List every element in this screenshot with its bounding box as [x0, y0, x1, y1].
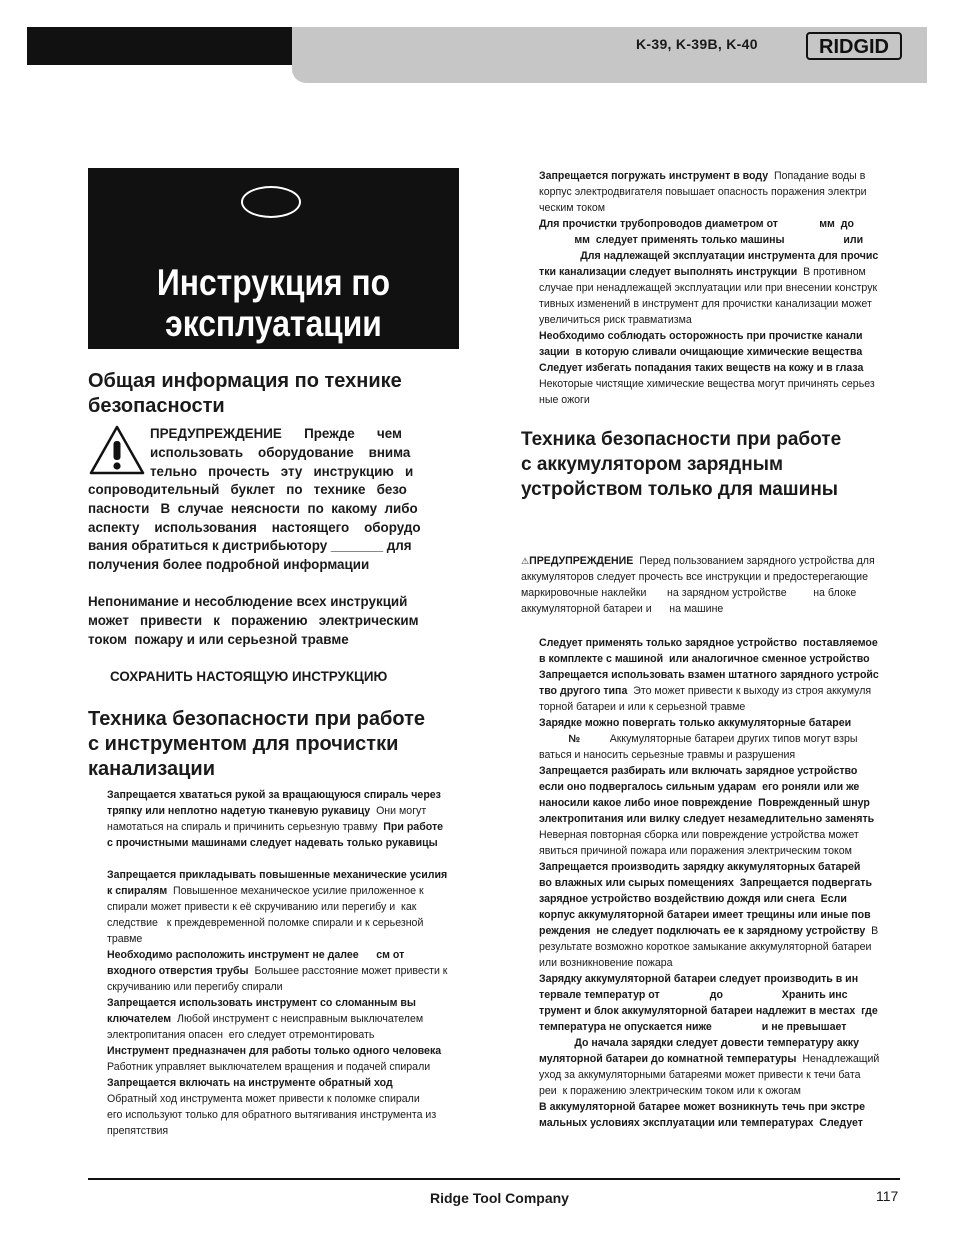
text-line — [107, 1027, 462, 1043]
warning-text-continued — [88, 481, 459, 575]
text-run: Запрещается использовать взамен штатного зарядного устройс — [539, 669, 879, 681]
text-run: случае при ненадлежащей эксплуатации или при внесении конструк — [539, 282, 878, 294]
text-line — [539, 264, 901, 280]
text-run: корпус электродвигателя повышает опасность поражения электри — [539, 186, 867, 198]
text-line — [107, 931, 462, 947]
text-line — [107, 899, 462, 915]
text-run: намотаться на спираль и причинить серьезную травму — [107, 821, 384, 833]
text-run: ваться и наносить серьезные травмы и разрушения — [539, 749, 796, 761]
text-run: трумент и блок аккумуляторной батареи надлежит в местах где — [539, 1005, 878, 1017]
text-line — [107, 787, 462, 803]
model-numbers: K-39, K-39B, K-40 — [636, 36, 758, 52]
page-title-line2: эксплуатации — [165, 303, 382, 344]
text-line — [539, 763, 901, 779]
text-run: Работник управляет выключателем вращения и подачей спирали — [107, 1061, 431, 1073]
text-line — [539, 1051, 901, 1067]
text-run: Обратный ход инструмента может привести к поломке спирали — [107, 1093, 420, 1105]
heading-line: с инструментом для прочистки — [88, 733, 399, 755]
text-line — [107, 995, 462, 1011]
text-line — [539, 987, 901, 1003]
text-line — [539, 184, 901, 200]
text-run: ческим током — [539, 202, 606, 214]
heading-line: Техника безопасности при работе — [88, 708, 426, 730]
text-run: следствие к преждевременной поломке спирали и к серьезной — [107, 917, 424, 929]
text-line — [539, 971, 901, 987]
text-run: результате возможно короткое замыкание аккумуляторной батареи — [539, 941, 872, 953]
heading-line: безопасности — [88, 395, 225, 417]
text-run: Это может привести к выходу из строя аккумуля — [630, 685, 872, 697]
text-run: В аккумуляторной батарее может возникнуть течь при экстре — [539, 1101, 865, 1113]
text-line — [539, 376, 901, 392]
text-line — [539, 328, 901, 344]
text-line — [521, 569, 893, 585]
text-run: тивных изменений в инструмент для прочистки канализации может — [539, 298, 872, 310]
text-line — [539, 651, 901, 667]
text-line — [539, 1019, 901, 1035]
text-run: реи к поражению электрическим током или к ожогам — [539, 1085, 801, 1097]
page-title-line1: Инструкция по — [156, 262, 391, 303]
text-line — [539, 392, 901, 408]
text-run: При работе — [383, 821, 444, 833]
text-run: с прочистными машинами следует надевать только рукавицы — [107, 837, 438, 849]
text-run: ключателем — [107, 1013, 175, 1025]
text-run: В — [868, 925, 879, 937]
language-oval-badge — [241, 186, 301, 218]
text-line — [539, 859, 901, 875]
text-line — [539, 955, 901, 971]
text-line — [107, 883, 462, 899]
text-run: Запрещается включать на инструменте обратный ход — [107, 1077, 393, 1089]
text-line: получения более подробной информации — [88, 557, 370, 573]
text-line — [107, 1107, 462, 1123]
text-run — [107, 853, 110, 865]
text-run: скручиванию или перегибу спирали — [107, 981, 283, 993]
text-run: Попадание воды в — [771, 170, 866, 182]
text-run: мм следует применять только машины или — [539, 234, 864, 246]
text-run: Следует избегать попадания таких веществ на кожу и в глаза — [539, 362, 864, 374]
text-line — [107, 851, 462, 867]
text-run: Перед пользованием зарядного устройства для — [636, 555, 875, 567]
text-line: ПРЕДУПРЕЖДЕНИЕ Прежде чем — [150, 426, 402, 441]
text-run: № — [539, 733, 610, 745]
header-gray-tab — [292, 65, 927, 83]
text-run: Запрещается производить зарядку аккумуляторных батарей — [539, 861, 861, 873]
heading-line: с аккумулятором зарядным — [521, 454, 784, 475]
text-line — [107, 1123, 462, 1139]
text-run: ные ожоги — [539, 394, 590, 406]
text-run: Они могут — [373, 805, 427, 817]
page-title — [114, 262, 433, 344]
text-run: во влажных или сырых помещениях Запрещается подвергать — [539, 877, 872, 889]
warning-triangle-icon — [88, 424, 146, 476]
text-run: мальных условиях эксплуатации или температурах Следует — [539, 1117, 863, 1129]
text-run: ПРЕДУПРЕЖДЕНИЕ — [529, 555, 637, 567]
section-general-safety-heading — [88, 369, 402, 419]
text-line — [539, 907, 901, 923]
warning-triangle-icon: ⚠ — [521, 556, 530, 566]
heading-line: Техника безопасности при работе — [521, 429, 842, 450]
text-run: если оно подвергалось сильным ударам его роняли или же — [539, 781, 860, 793]
text-run: Для прочистки трубопроводов диаметром от мм до — [539, 218, 854, 230]
text-run: электропитания или вилку следует незамедлительно заменять — [539, 813, 875, 825]
text-line: может привести к поражению электрическим — [88, 612, 419, 628]
text-line — [539, 168, 901, 184]
heading-line: канализации — [88, 758, 216, 780]
text-line — [107, 915, 462, 931]
text-line — [539, 843, 901, 859]
text-run: Аккумуляторные батареи других типов могут взры — [609, 733, 858, 745]
text-run: Неверная повторная сборка или повреждение устройства может — [539, 829, 859, 841]
save-instructions-note: СОХРАНИТЬ НАСТОЯЩУЮ ИНСТРУКЦИЮ — [110, 669, 388, 684]
text-line: использовать оборудование внима — [150, 444, 411, 460]
text-run: зарядное устройство воздействию дождя или снега Если — [539, 893, 847, 905]
text-line — [539, 891, 901, 907]
text-line — [539, 667, 901, 683]
text-run: увеличиться риск травматизма — [539, 314, 692, 326]
text-line — [107, 867, 462, 883]
text-run: маркировочные наклейки на зарядном устройстве на блоке — [521, 587, 857, 599]
text-line — [539, 1099, 901, 1115]
text-run: травме — [107, 933, 143, 945]
text-run: Зарядке можно повергать только аккумуляторные батареи — [539, 717, 852, 729]
text-line — [539, 296, 901, 312]
section-drain-tool-heading — [88, 707, 425, 782]
ridgid-logo — [806, 32, 902, 60]
text-run: наносили какое либо иное повреждение Поврежденный шнур — [539, 797, 870, 809]
text-run: реждения не следует подключать ее к зарядному устройству — [539, 925, 869, 937]
text-run: В противном — [800, 266, 866, 278]
text-line: током пожару и или серьезной травме — [88, 631, 349, 647]
text-line — [539, 827, 901, 843]
text-run: аккумуляторов следует прочесть все инструкции и предостерегающие — [521, 571, 868, 583]
text-run: корпус аккумуляторной батареи имеет трещины или иные пов — [539, 909, 871, 921]
charger-warning — [521, 553, 893, 617]
text-line: аспекту использования настоящего оборудо — [88, 519, 421, 535]
text-line — [539, 795, 901, 811]
brand-text: RIDGID — [819, 36, 889, 58]
footer-rule — [88, 1178, 900, 1180]
noncompliance-warning — [88, 593, 459, 649]
text-run: Необходимо расположить инструмент не далее см от — [107, 949, 405, 961]
text-run: торной батареи и или к серьезной травме — [539, 701, 746, 713]
water-and-chemicals-rules — [539, 168, 901, 408]
text-run: До начала зарядки следует довести температуру акку — [539, 1037, 859, 1049]
text-line — [539, 1035, 901, 1051]
text-run: спирали может привести к её скручиванию или перегибу и как — [107, 901, 417, 913]
text-run: Запрещается разбирать или включать зарядное устройство — [539, 765, 858, 777]
text-run: Следует применять только зарядное устройство поставляемое — [539, 637, 878, 649]
text-line — [539, 779, 901, 795]
text-run: тво другого типа — [539, 685, 631, 697]
text-line — [107, 1011, 462, 1027]
text-line — [107, 963, 462, 979]
text-line — [539, 280, 901, 296]
text-line — [539, 939, 901, 955]
text-line: Непонимание и несоблюдение всех инструкций — [88, 594, 408, 609]
text-run: Запрещается прикладывать повышенные механические усилия — [107, 869, 448, 881]
text-run: электропитания опасен его следует отремонтировать — [107, 1029, 375, 1041]
text-run: тряпку или неплотно надетую тканевую рукавицу — [107, 805, 374, 817]
page-number: 117 — [876, 1188, 899, 1204]
text-run: Любой инструмент с неисправным выключателем — [174, 1013, 424, 1025]
text-line — [539, 715, 901, 731]
text-line — [539, 248, 901, 264]
text-line — [539, 232, 901, 248]
text-line — [107, 1075, 462, 1091]
text-line — [521, 553, 893, 569]
text-line — [521, 585, 893, 601]
text-line — [107, 819, 462, 835]
text-run: Большее расстояние может привести к — [251, 965, 448, 977]
text-line: тельно прочесть эту инструкцию и — [150, 463, 414, 479]
text-line — [539, 216, 901, 232]
text-line — [539, 635, 901, 651]
text-line — [107, 1091, 462, 1107]
header-black-bar — [27, 27, 292, 65]
text-line — [539, 200, 901, 216]
text-line — [107, 947, 462, 963]
text-run: тки канализации следует выполнять инструкции — [539, 266, 801, 278]
text-run: зации в которую сливали очищающие химические вещества — [539, 346, 863, 358]
battery-charger-rules — [539, 635, 901, 1131]
text-line — [107, 835, 462, 851]
text-line — [539, 731, 901, 747]
text-run: или возникновение пожара — [539, 957, 673, 969]
text-line — [107, 1059, 462, 1075]
text-line — [107, 1043, 462, 1059]
text-line: вания обратиться к дистрибьютору _______ для — [88, 538, 412, 554]
text-line — [107, 979, 462, 995]
text-run: в комплекте с машиной или аналогичное сменное устройство — [539, 653, 870, 665]
text-run: Некоторые чистящие химические вещества могут причинять серьез — [539, 378, 875, 390]
text-line — [539, 747, 901, 763]
text-line — [539, 699, 901, 715]
text-run: Повышенное механическое усилие приложенное к — [170, 885, 424, 897]
text-run: аккумуляторной батареи и на машине — [521, 603, 724, 615]
text-line — [539, 811, 901, 827]
text-line — [539, 1083, 901, 1099]
drain-tool-rules — [107, 787, 462, 1139]
text-run: муляторной батареи до комнатной температуры — [539, 1053, 800, 1065]
text-line: пасности В случае неясности по какому либо — [88, 500, 418, 516]
text-run: Инструмент предназначен для работы только одного человека — [107, 1045, 442, 1057]
text-run: препятствия — [107, 1125, 169, 1137]
text-line — [539, 875, 901, 891]
text-run: Запрещается погружать инструмент в воду — [539, 170, 772, 182]
text-run: его используют только для обратного вытягивания инструмента из — [107, 1109, 437, 1121]
text-run: входного отверстия трубы — [107, 965, 252, 977]
text-run: явиться причиной пожара или поражения электрическим током — [539, 845, 852, 857]
text-run: тервале температур от до Хранить инс — [539, 989, 848, 1001]
text-line — [107, 803, 462, 819]
text-line — [539, 312, 901, 328]
footer-company: Ridge Tool Company — [430, 1190, 569, 1206]
text-line — [539, 1067, 901, 1083]
text-line — [539, 683, 901, 699]
warning-text-inset — [150, 425, 459, 481]
text-line: сопроводительный буклет по технике безо — [88, 482, 407, 497]
heading-line: Общая информация по технике — [88, 370, 402, 392]
text-run: уход за аккумуляторными батареями может привести к течи бата — [539, 1069, 861, 1081]
section-battery-charger-heading — [521, 427, 841, 502]
heading-line: устройством только для машины — [521, 479, 839, 500]
text-line — [539, 344, 901, 360]
text-line — [539, 1115, 901, 1131]
text-line — [539, 360, 901, 376]
text-run: Необходимо соблюдать осторожность при прочистке канали — [539, 330, 863, 342]
text-line — [539, 1003, 901, 1019]
text-run: Зарядку аккумуляторной батареи следует производить в ин — [539, 973, 859, 985]
text-line — [539, 923, 901, 939]
text-run: Запрещается хвататься рукой за вращающуюся спираль через — [107, 789, 441, 801]
text-run: Запрещается использовать инструмент со сломанным вы — [107, 997, 416, 1009]
text-line — [521, 601, 893, 617]
text-run: к спиралям — [107, 885, 171, 897]
text-run: Ненадлежащий — [799, 1053, 880, 1065]
text-run: температура не опускается ниже и не превышает — [539, 1021, 847, 1033]
text-run: Для надлежащей эксплуатации инструмента для прочис — [539, 250, 879, 262]
